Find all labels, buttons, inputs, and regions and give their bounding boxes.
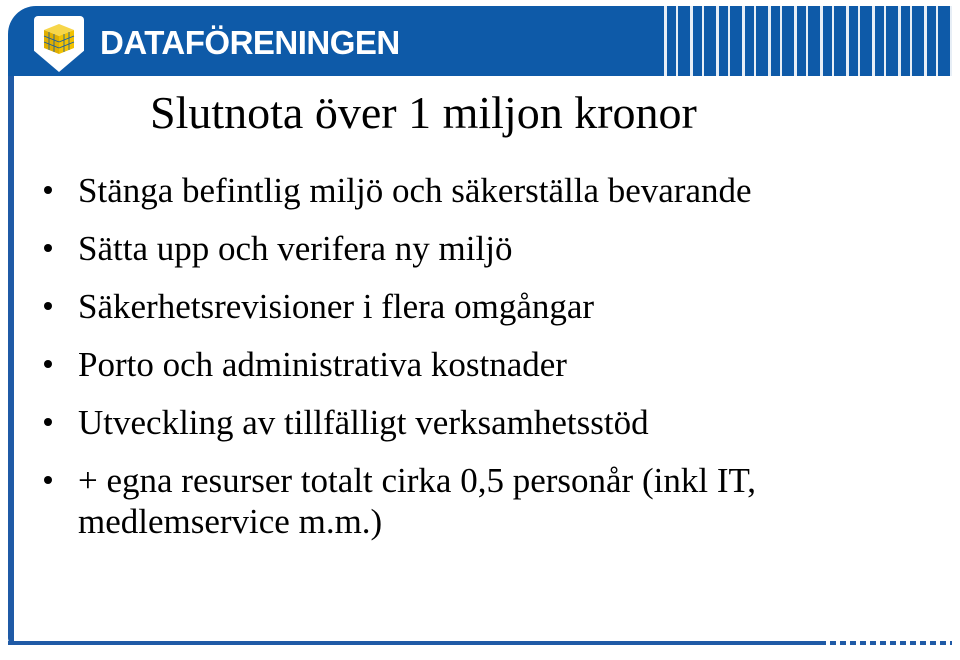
bullet-item [44, 228, 924, 269]
bullet-item [44, 344, 924, 385]
cube-grid-logo-icon [34, 16, 84, 72]
bullet-dot-icon [44, 186, 52, 194]
bullet-item [44, 286, 924, 327]
bottom-stripes-decoration [820, 641, 952, 645]
bullet-list [44, 170, 924, 559]
bullet-text: Porto och administrativa kostnader [78, 345, 567, 384]
bullet-text: Sätta upp och verifera ny miljö [78, 229, 513, 268]
bullet-text: Stänga befintlig miljö och säkerställa bevarande [78, 171, 752, 210]
bullet-text: + egna resurser totalt cirka 0,5 personår (inkl IT, medlemservice m.m.) [78, 461, 757, 541]
bullet-dot-icon [44, 418, 52, 426]
bullet-item [44, 170, 924, 211]
bullet-text: Säkerhetsrevisioner i flera omgångar [78, 287, 595, 326]
bullet-text: Utveckling av tillfälligt verksamhetsstöd [78, 403, 649, 442]
left-rail-decoration [8, 40, 14, 644]
bullet-item [44, 460, 924, 542]
bullet-dot-icon [44, 302, 52, 310]
cube-icon [40, 20, 78, 58]
brand-name: DATAFÖRENINGEN [100, 24, 400, 61]
header-bar [8, 6, 952, 76]
header-stripes-decoration [652, 6, 952, 76]
bullet-item [44, 402, 924, 443]
bullet-dot-icon [44, 360, 52, 368]
bullet-dot-icon [44, 476, 52, 484]
bottom-rail-decoration [8, 641, 952, 645]
bullet-dot-icon [44, 244, 52, 252]
slide-title: Slutnota över 1 miljon kronor [150, 87, 697, 138]
